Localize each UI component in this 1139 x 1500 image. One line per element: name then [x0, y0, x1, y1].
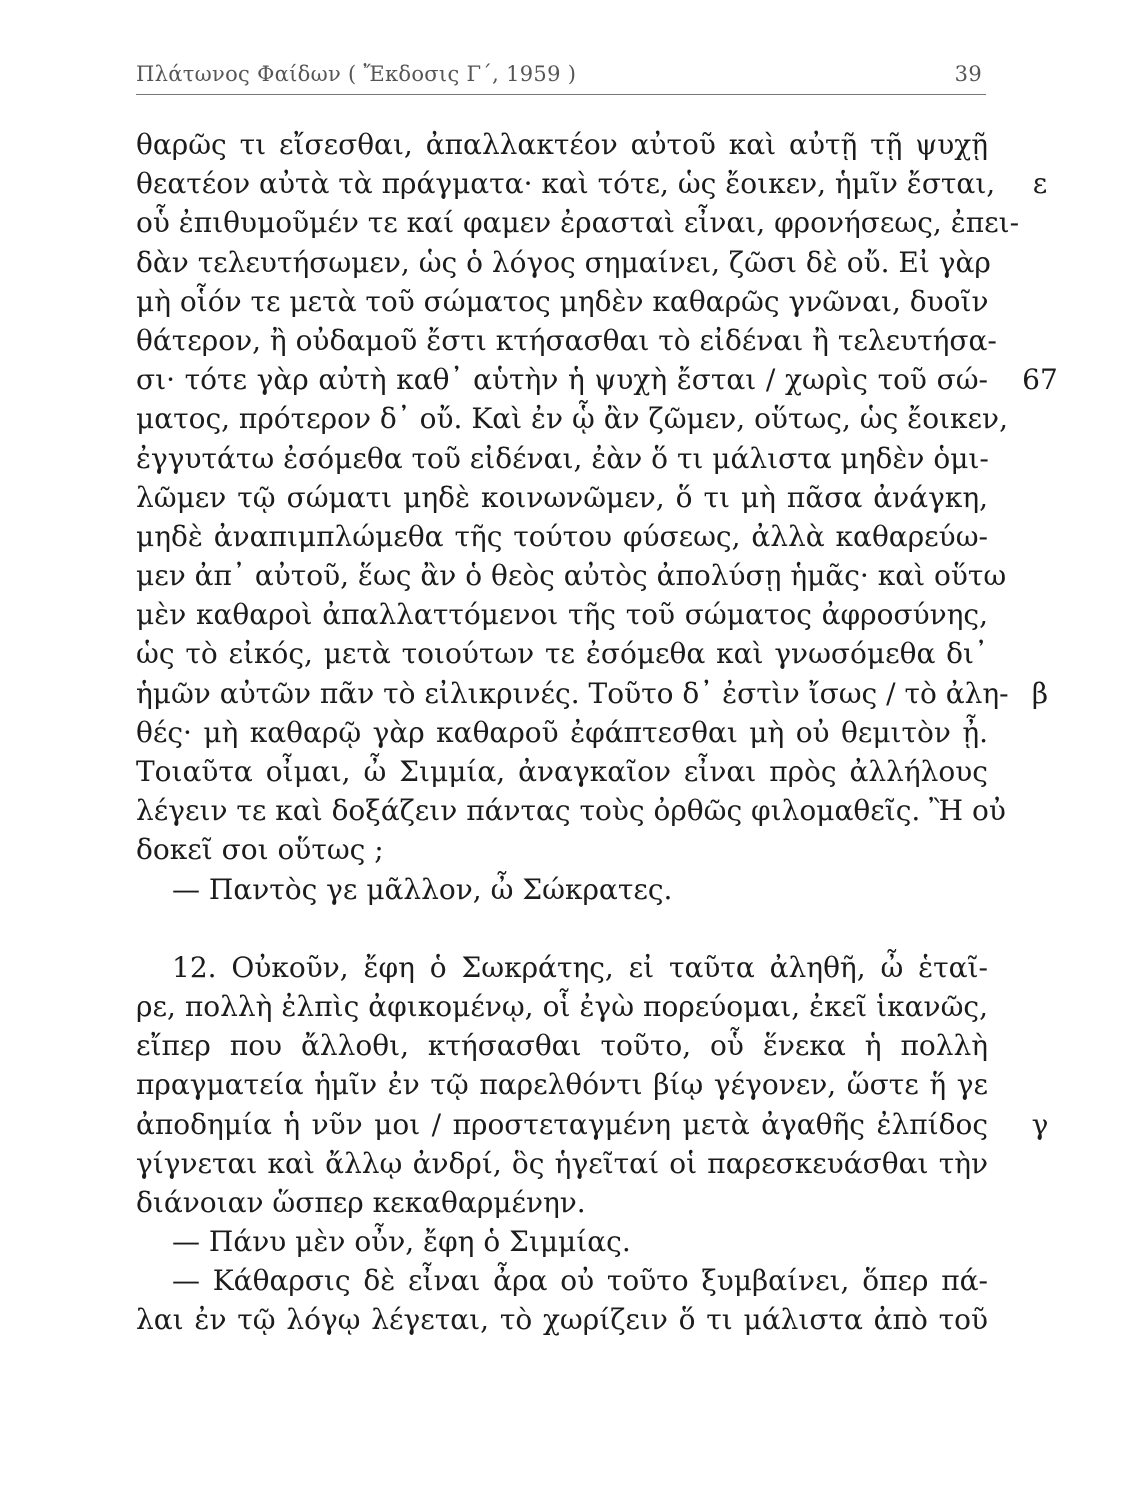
margin-empty: [1000, 987, 1080, 1026]
text-line: διάνοιαν ὥσπερ κεκαθαρμένην.: [136, 1185, 586, 1219]
text-line: ρε, πολλὴ ἐλπὶς ἀφικομένῳ, οἷ ἐγὼ πορεύομαι, ἐκεῖ ἱκανῶς,: [136, 989, 988, 1023]
margin-empty: [1000, 791, 1080, 830]
margin-empty: [1000, 478, 1080, 517]
text-line: θάτερον, ἢ οὐδαμοῦ ἔστι κτήσασθαι τὸ εἰδέναι ἢ τελευτήσα-: [136, 323, 997, 357]
text-line: λῶμεν τῷ σώματι μηδὲ κοινωνῶμεν, ὅ τι μὴ πᾶσα ἀνάγκη,: [136, 480, 988, 514]
margin-empty: [1000, 1222, 1080, 1261]
stephanus-marker: β: [1031, 676, 1049, 710]
text-line: δοκεῖ σοι οὕτως ;: [136, 833, 384, 867]
running-head: [136, 62, 988, 86]
text-line: μηδὲ ἀναπιμπλώμεθα τῆς τούτου φύσεως, ἀλλὰ καθαρεύω-: [136, 519, 988, 553]
text-line: μὴ οἷόν τε μετὰ τοῦ σώματος μηδὲν καθαρῶς γνῶναι, δυοῖν: [136, 284, 989, 318]
margin-empty: [1000, 1026, 1080, 1065]
stephanus-marker: ε: [1032, 167, 1048, 201]
text-line: λέγειν τε καὶ δοξάζειν πάντας τοὺς ὀρθῶς φιλομαθεῖς. Ἢ οὐ: [136, 794, 1006, 828]
text-line: λαι ἐν τῷ λόγῳ λέγεται, τὸ χωρίζειν ὅ τι μάλιστα ἀπὸ τοῦ: [136, 1303, 988, 1337]
margin-empty: [1000, 1183, 1080, 1222]
stephanus-marker: 67: [1022, 363, 1058, 397]
margin-empty: [1000, 203, 1080, 242]
margin-empty: [1000, 439, 1080, 478]
text-line: θές· μὴ καθαρῷ γὰρ καθαροῦ ἐφάπτεσθαι μὴ οὐ θεμιτὸν ᾖ.: [136, 715, 988, 749]
page-number: 39: [954, 62, 982, 86]
margin-empty: [1000, 1300, 1080, 1339]
margin-empty: [1000, 870, 1080, 909]
margin-empty: [1000, 948, 1080, 987]
stephanus-marker: γ: [1031, 1107, 1049, 1141]
margin-empty: [1000, 1065, 1080, 1104]
text-line: ἐγγυτάτω ἐσόμεθα τοῦ εἰδέναι, ἐὰν ὅ τι μάλιστα μηδὲν ὁμι-: [136, 441, 989, 475]
text-line: Τοιαῦτα οἶμαι, ὦ Σιμμία, ἀναγκαῖον εἶναι πρὸς ἀλλήλους: [136, 755, 988, 788]
text-line: μεν ἀπ᾽ αὐτοῦ, ἕως ἂν ὁ θεὸς αὐτὸς ἀπολύσῃ ἡμᾶς· καὶ οὕτω: [136, 559, 1007, 593]
text-line: ἀποδημία ἡ νῦν μοι / προστεταγμένη μετὰ ἀγαθῆς ἐλπίδος: [136, 1107, 988, 1141]
text-line: δὰν τελευτήσωμεν, ὡς ὁ λόγος σημαίνει, ζῶσι δὲ οὔ. Εἰ γὰρ: [136, 245, 991, 279]
margin-empty: [1000, 713, 1080, 752]
running-title: Πλάτωνος Φαίδων ( Ἔκδοσις Γ΄, 1959 ): [136, 62, 577, 86]
stephanus-margin: [1000, 125, 1080, 1340]
text-line: θαρῶς τι εἴσεσθαι, ἀπαλλακτέον αὐτοῦ καὶ αὐτῇ τῇ ψυχῇ: [136, 128, 988, 161]
margin-empty: [1000, 556, 1080, 595]
margin-empty: [1000, 909, 1080, 948]
margin-empty: [1000, 399, 1080, 438]
text-line: — Παντὸς γε μᾶλλον, ὦ Σώκρατες.: [172, 872, 673, 906]
body-text: [136, 125, 1020, 1340]
text-line: εἴπερ που ἄλλοθι, κτήσασθαι τοῦτο, οὗ ἕνεκα ἡ πολλὴ: [136, 1029, 988, 1063]
margin-empty: [1000, 282, 1080, 321]
margin-empty: [1000, 321, 1080, 360]
text-line: πραγματεία ἡμῖν ἐν τῷ παρελθόντι βίῳ γέγονεν, ὥστε ἥ γε: [136, 1068, 988, 1102]
margin-empty: [1000, 243, 1080, 282]
margin-empty: [1000, 595, 1080, 634]
margin-empty: [1000, 1144, 1080, 1183]
margin-empty: [1000, 830, 1080, 869]
margin-empty: [1000, 1261, 1080, 1300]
text-line: ὡς τὸ εἰκός, μετὰ τοιούτων τε ἐσόμεθα καὶ γνωσόμεθα δι᾽: [136, 637, 988, 671]
text-line: οὗ ἐπιθυμοῦμέν τε καί φαμεν ἐρασταὶ εἶναι, φρονήσεως, ἐπει-: [136, 206, 1020, 240]
paragraph-gap: [136, 909, 988, 948]
text-line: — Κάθαρσις δὲ εἶναι ἆρα οὐ τοῦτο ξυμβαίνει, ὅπερ πά-: [172, 1264, 988, 1298]
margin-empty: [1000, 752, 1080, 791]
text-line: ματος, πρότερον δ᾽ οὔ. Καὶ ἐν ᾧ ἂν ζῶμεν, οὕτως, ὡς ἔοικεν,: [136, 402, 1008, 436]
text-line: ἡμῶν αὐτῶν πᾶν τὸ εἰλικρινές. Τοῦτο δ᾽ ἐστὶν ἴσως / τὸ ἀλη-: [136, 676, 1009, 710]
margin-empty: [1000, 634, 1080, 673]
header-rule: [136, 94, 986, 95]
text-line: — Πάνυ μὲν οὖν, ἔφη ὁ Σιμμίας.: [172, 1225, 631, 1259]
text-line: θεατέον αὐτὰ τὰ πράγματα· καὶ τότε, ὡς ἔοικεν, ἡμῖν ἔσται,: [136, 167, 996, 201]
text-line: 12. Οὐκοῦν, ἔφη ὁ Σωκράτης, εἰ ταῦτα ἀληθῆ, ὦ ἑταῖ-: [172, 950, 988, 984]
margin-empty: [1000, 517, 1080, 556]
text-line: γίγνεται καὶ ἄλλῳ ἀνδρί, ὃς ἡγεῖταί οἱ παρεσκευάσθαι τὴν: [136, 1146, 988, 1180]
margin-empty: [1000, 125, 1080, 164]
text-line: σι· τότε γὰρ αὐτὴ καθ᾽ αὑτὴν ἡ ψυχὴ ἔσται / χωρὶς τοῦ σώ-: [136, 363, 988, 397]
text-line: μὲν καθαροὶ ἀπαλλαττόμενοι τῆς τοῦ σώματος ἀφροσύνης,: [136, 598, 988, 632]
